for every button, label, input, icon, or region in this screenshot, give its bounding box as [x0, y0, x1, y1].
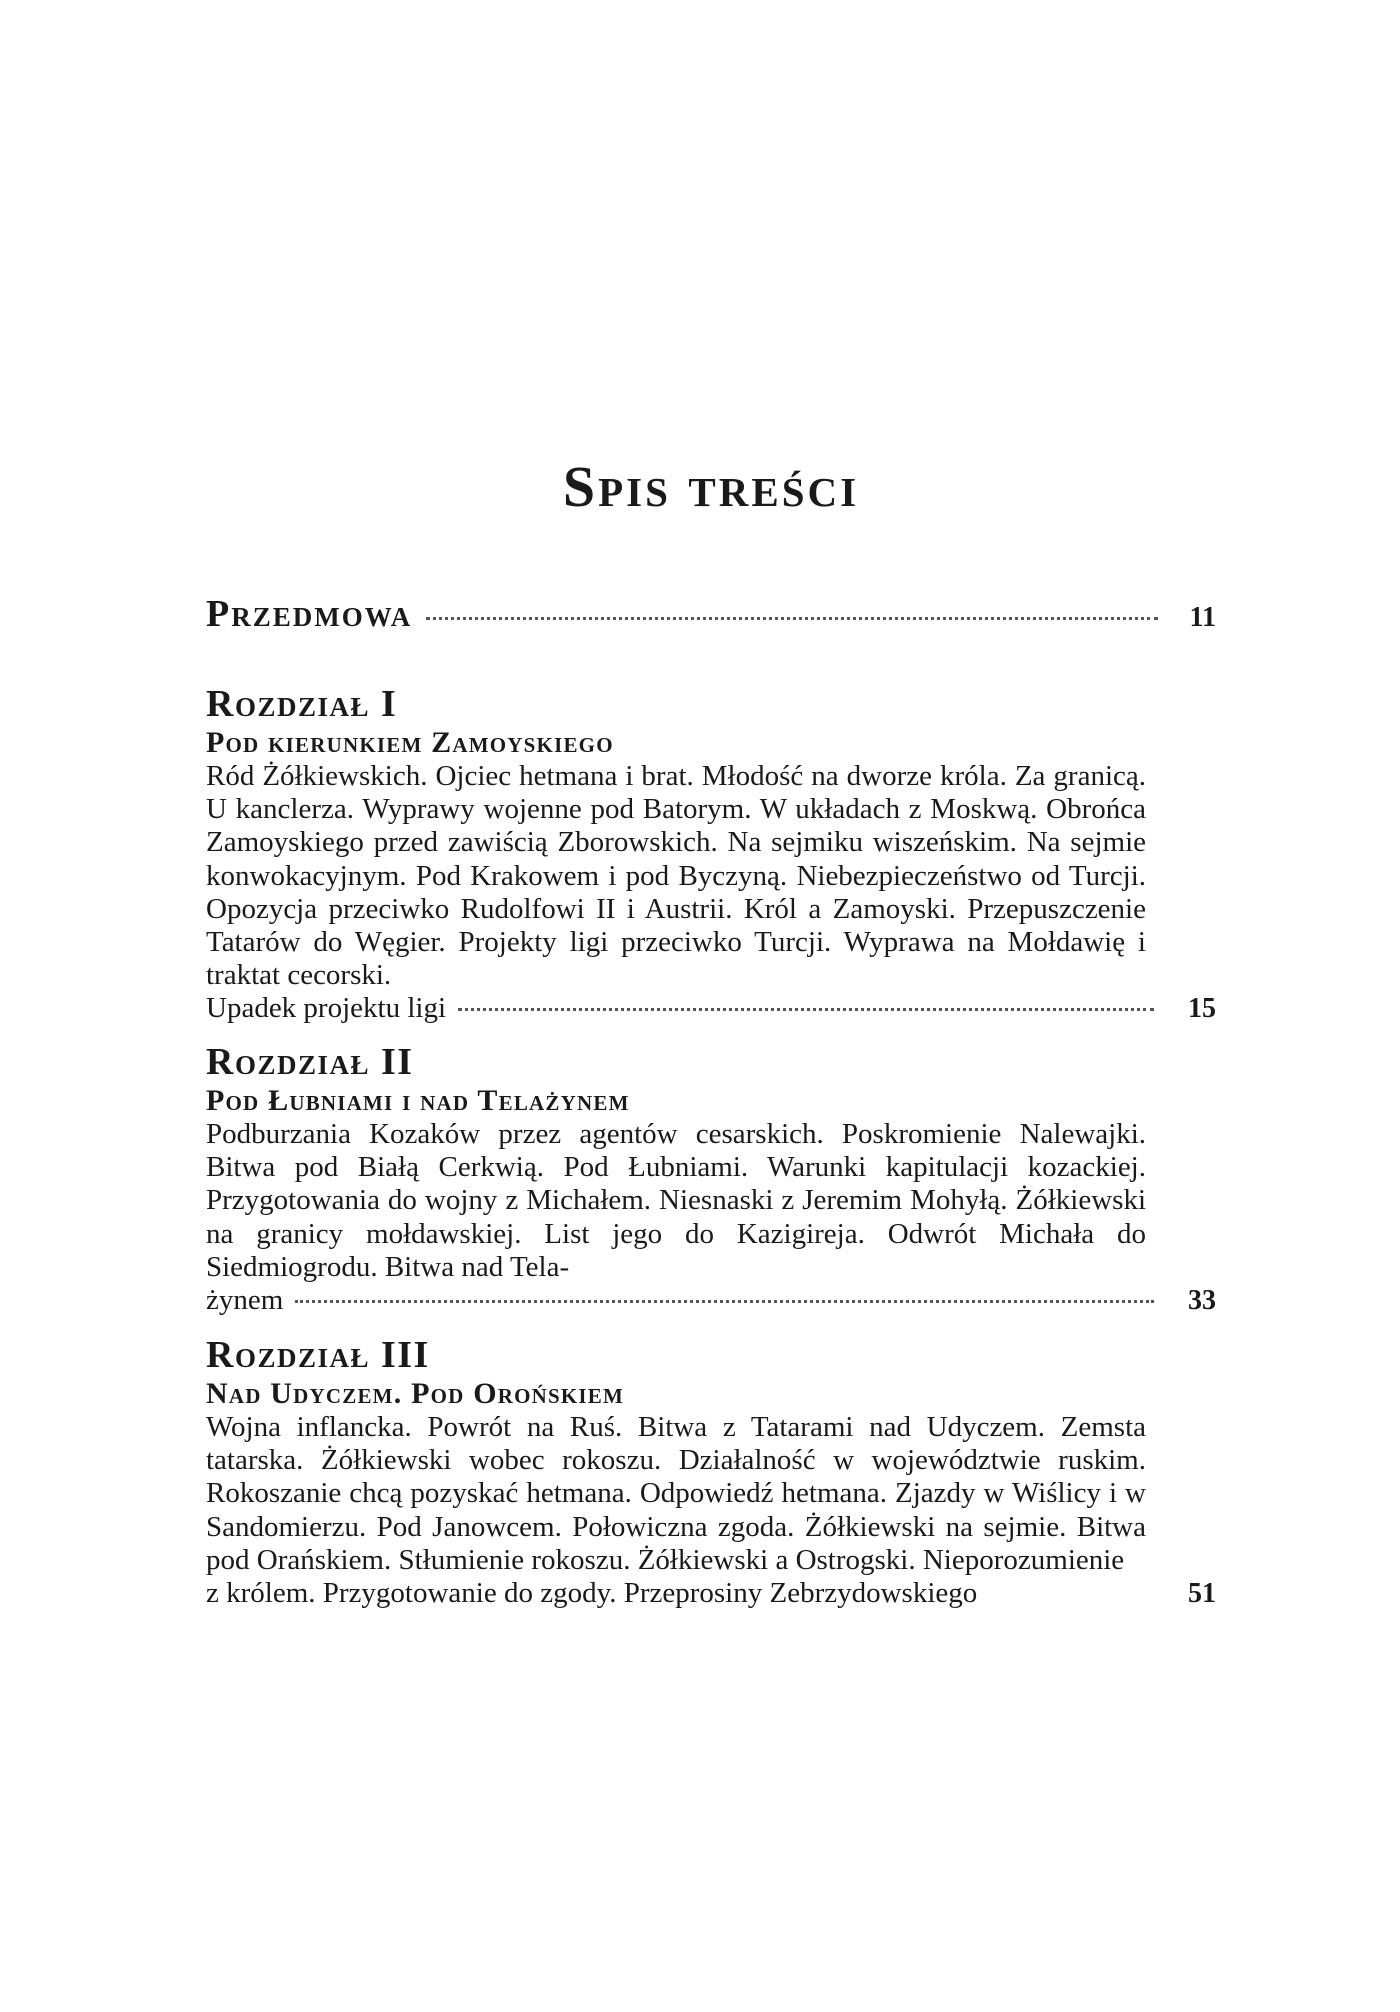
chapter-summary [206, 1411, 1216, 1610]
chapter-summary-text: Wojna inflancka. Powrót na Ruś. Bitwa z Tatarami nad Udyczem. Zemsta tatarska. Żółkiewski wobec rokoszu. Działalność w województwie ruskim. Rokoszanie chcą pozyskać hetmana. Odpowiedź hetmana. Zjazdy w Wiślicy i w Sandomierzu. Pod Janowcem. Połowiczna zgoda. Żółkiewski na sejmie. Bitwa pod Orańskiem. Stłumienie rokoszu. Żółkiewski a Ostrogski. Nieporozumienie [206, 1411, 1146, 1576]
chapter-entry-3[interactable] [206, 1333, 1216, 1610]
chapter-summary-text: Ród Żółkiewskich. Ojciec hetmana i brat. Młodość na dworze króla. Za granicą. U kanclerza. Wyprawy wojenne pod Batorym. W układach z Moskwą. Obrońca Zamoyskiego przed zawiścią Zborowskich. Na sejmiku wiszeńskim. Na sejmie konwokacyjnym. Pod Krakowem i pod Byczyną. Niebezpieczeństwo od Turcji. Opozycja przeciwko Rudolfowi II i Austrii. Król a Zamoyski. Przepuszczenie Tatarów do Węgier. Projekty ligi przeciwko Turcji. Wyprawa na Mołdawię i traktat cecorski. [206, 760, 1146, 992]
chapter-page-number: 15 [1188, 993, 1216, 1025]
leader-dots [295, 1300, 1154, 1303]
chapter-page-number: 33 [1188, 1285, 1216, 1317]
chapter-summary-text: Podburzania Kozaków przez agentów cesarskich. Poskromienie Nalewajki. Bitwa pod Białą Cerkwią. Pod Łubniami. Warunki kapitulacji kozackiej. Przygotowania do wojny z Michałem. Niesnaski z Jeremim Mohyłą. Żółkiewski na granicy mołdawskiej. List jego do Kazigireja. Odwrót Michała do Siedmiogrodu. Bitwa nad Tela- [206, 1118, 1146, 1283]
preface-entry[interactable] [206, 592, 1216, 636]
chapter-subtitle: Pod kierunkiem Zamoyskiego [206, 726, 614, 759]
chapter-summary-last-line [206, 1284, 1216, 1317]
chapter-summary [206, 1118, 1216, 1317]
chapter-summary-last-text: z królem. Przygotowanie do zgody. Przeprosiny Zebrzydowskiego [206, 1577, 978, 1610]
chapter-heading: Rozdział II [206, 1041, 414, 1083]
chapter-summary [206, 760, 1216, 1026]
leader-dots [458, 1008, 1154, 1011]
chapter-summary-last-line [206, 1577, 1216, 1610]
chapter-summary-last-line [206, 992, 1216, 1025]
chapter-entry-2[interactable] [206, 1040, 1216, 1317]
chapter-summary-last-text: żynem [206, 1284, 284, 1317]
chapter-heading: Rozdział I [206, 683, 398, 725]
page-title: Spis treści [562, 454, 860, 519]
chapter-subtitle: Pod Łubniami i nad Telażynem [206, 1084, 630, 1117]
preface-page-number: 11 [1189, 602, 1216, 633]
chapter-summary-last-text: Upadek projektu ligi [206, 992, 447, 1025]
chapter-entry-1[interactable] [206, 682, 1216, 1026]
preface-label: Przedmowa [206, 593, 413, 635]
chapter-subtitle: Nad Udyczem. Pod Orońskiem [206, 1377, 625, 1410]
chapter-heading: Rozdział III [206, 1334, 430, 1376]
leader-dots [426, 616, 1158, 620]
chapter-page-number: 51 [1188, 1578, 1216, 1610]
